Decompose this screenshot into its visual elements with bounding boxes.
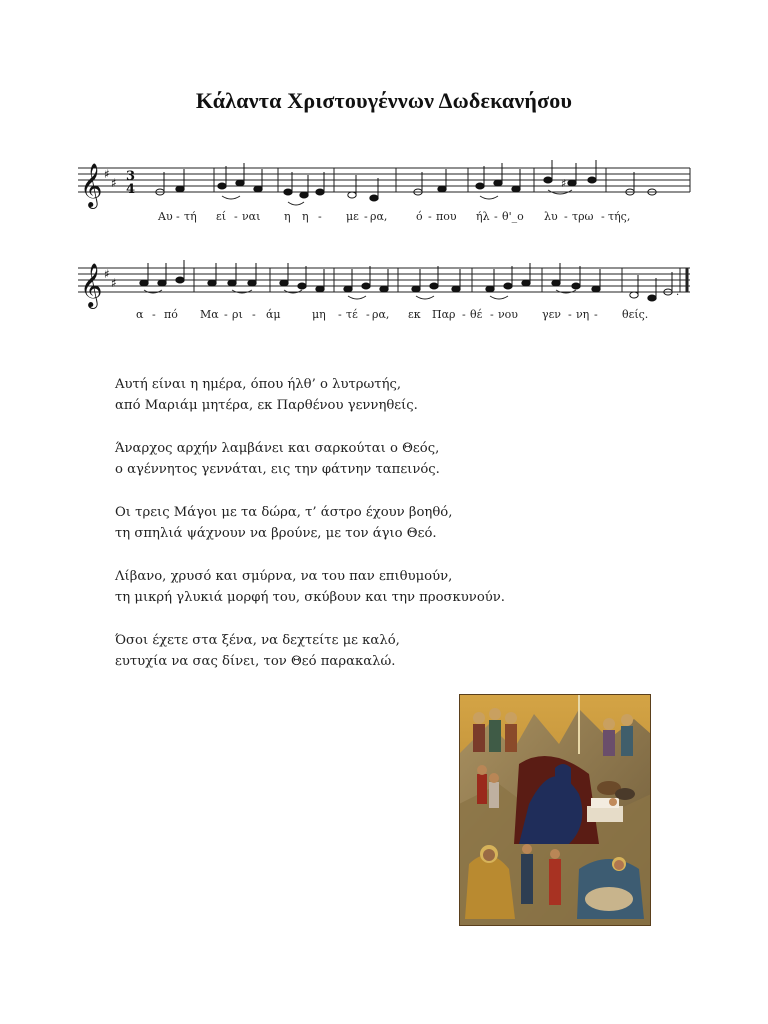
lyric-2-13: γεν bbox=[542, 308, 561, 321]
svg-text:-: - bbox=[366, 308, 370, 321]
staff-2-svg bbox=[76, 258, 696, 330]
stanza-4 bbox=[115, 566, 555, 608]
lyric-1-9: ό bbox=[416, 210, 423, 223]
stanza-line: ευτυχία να σας δίνει, τον Θεό παρακαλώ. bbox=[115, 654, 396, 669]
stanza-3 bbox=[115, 502, 555, 544]
key-sharp-1-icon: ♯ bbox=[104, 267, 110, 281]
lyric-2-8: ρα, bbox=[372, 308, 390, 321]
svg-text:-: - bbox=[252, 308, 256, 321]
lyric-2-5: άμ bbox=[266, 308, 281, 321]
lyric-2-3: Μα bbox=[200, 308, 219, 321]
lyric-1-1: Αυ bbox=[158, 210, 173, 223]
music-staff-2 bbox=[76, 258, 696, 330]
key-sharp-1-icon: ♯ bbox=[104, 167, 110, 181]
stanza-2 bbox=[115, 438, 555, 480]
lyric-1-13: λυ bbox=[544, 210, 558, 223]
svg-text:-: - bbox=[601, 210, 605, 223]
lyric-2-7: τέ bbox=[346, 308, 358, 321]
lyric-2-10: Παρ bbox=[432, 308, 456, 321]
poem-text bbox=[115, 374, 555, 694]
lyric-1-15: τής, bbox=[608, 210, 631, 223]
treble-clef-icon: 𝄞 bbox=[80, 163, 103, 207]
lyric-2-4: ρι bbox=[232, 308, 243, 321]
svg-text:-: - bbox=[338, 308, 342, 321]
svg-text:-: - bbox=[428, 210, 432, 223]
lyric-2-15: θείς. bbox=[622, 308, 649, 321]
music-staff-1 bbox=[76, 158, 696, 230]
stanza-line: τη σπηλιά ψάχνουν να βρούνε, με τον άγιο Θεό. bbox=[115, 526, 437, 541]
stanza-line: Οι τρεις Μάγοι με τα δώρα, τ’ άστρο έχουν βοηθό, bbox=[115, 505, 453, 520]
svg-text:-: - bbox=[234, 210, 238, 223]
lyric-2-9: εκ bbox=[408, 308, 421, 321]
svg-text:-: - bbox=[594, 308, 598, 321]
lyric-1-4: ναι bbox=[242, 210, 261, 223]
svg-text:-: - bbox=[318, 210, 322, 223]
lyric-2-6: μη bbox=[312, 308, 326, 321]
svg-text:-: - bbox=[224, 308, 228, 321]
key-sharp-2-icon: ♯ bbox=[111, 176, 117, 190]
lyric-1-8: ρα, bbox=[370, 210, 388, 223]
lyric-2-2: πό bbox=[164, 308, 178, 321]
lyric-1-2: τή bbox=[184, 210, 197, 223]
lyric-1-12: θ'_ο bbox=[502, 210, 524, 223]
lyric-2-14: νη bbox=[576, 308, 590, 321]
nativity-icon-svg bbox=[459, 694, 651, 926]
lyric-1-7: με bbox=[346, 210, 359, 223]
lyric-1-10: που bbox=[436, 210, 457, 223]
staff-2-slurs bbox=[144, 290, 576, 299]
stanza-5 bbox=[115, 630, 555, 672]
lyric-1-6: η bbox=[302, 210, 309, 223]
lyric-2-1: α bbox=[136, 308, 144, 321]
stanza-line: Όσοι έχετε στα ξένα, να δεχτείτε με καλό, bbox=[115, 633, 400, 648]
lyric-2-12: νου bbox=[498, 308, 518, 321]
staff-2-lyrics bbox=[136, 308, 648, 321]
svg-text:-: - bbox=[564, 210, 568, 223]
svg-text:-: - bbox=[462, 308, 466, 321]
svg-text:-: - bbox=[494, 210, 498, 223]
staff-1-lyrics bbox=[157, 210, 630, 223]
treble-clef-icon: 𝄞 bbox=[80, 263, 103, 307]
lyric-1-11: ήλ bbox=[476, 210, 490, 223]
stanza-line: ο αγέννητος γεννάται, εις την φάτνην ταπεινός. bbox=[115, 462, 440, 477]
svg-text:-: - bbox=[152, 308, 156, 321]
svg-text:-: - bbox=[176, 210, 180, 223]
lyric-1-3: εί bbox=[216, 210, 227, 223]
lyric-1-14: τρω bbox=[572, 210, 594, 223]
lyric-1-5: η bbox=[284, 210, 291, 223]
svg-text:-: - bbox=[490, 308, 494, 321]
stanza-line: Λίβανο, χρυσό και σμύρνα, να του παν επιθυμούν, bbox=[115, 569, 453, 584]
stanza-line: Άναρχος αρχήν λαμβάνει και σαρκούται ο Θεός, bbox=[115, 441, 440, 456]
stanza-1 bbox=[115, 374, 555, 416]
page-title: Κάλαντα Χριστουγέννων Δωδεκανήσου bbox=[195, 88, 573, 113]
staff-1-svg bbox=[76, 158, 696, 230]
time-signature-top: 3 bbox=[126, 169, 136, 184]
svg-text:-: - bbox=[364, 210, 368, 223]
stanza-line: από Μαριάμ μητέρα, εκ Παρθένου γεννηθείς. bbox=[115, 398, 418, 413]
accidental-sharp-icon: ♯ bbox=[561, 177, 567, 190]
stanza-line: τη μικρή γλυκιά μορφή του, σκύβουν και την προσκυνούν. bbox=[115, 590, 505, 605]
time-signature-bottom: 4 bbox=[126, 182, 136, 197]
svg-text:-: - bbox=[568, 308, 572, 321]
nativity-icon-image bbox=[459, 694, 651, 926]
dot-icon: . bbox=[676, 287, 680, 298]
key-sharp-2-icon: ♯ bbox=[111, 276, 117, 290]
stanza-line: Αυτή είναι η ημέρα, όπου ήλθ’ ο λυτρωτής, bbox=[115, 377, 402, 392]
lyric-2-11: θέ bbox=[470, 308, 483, 321]
